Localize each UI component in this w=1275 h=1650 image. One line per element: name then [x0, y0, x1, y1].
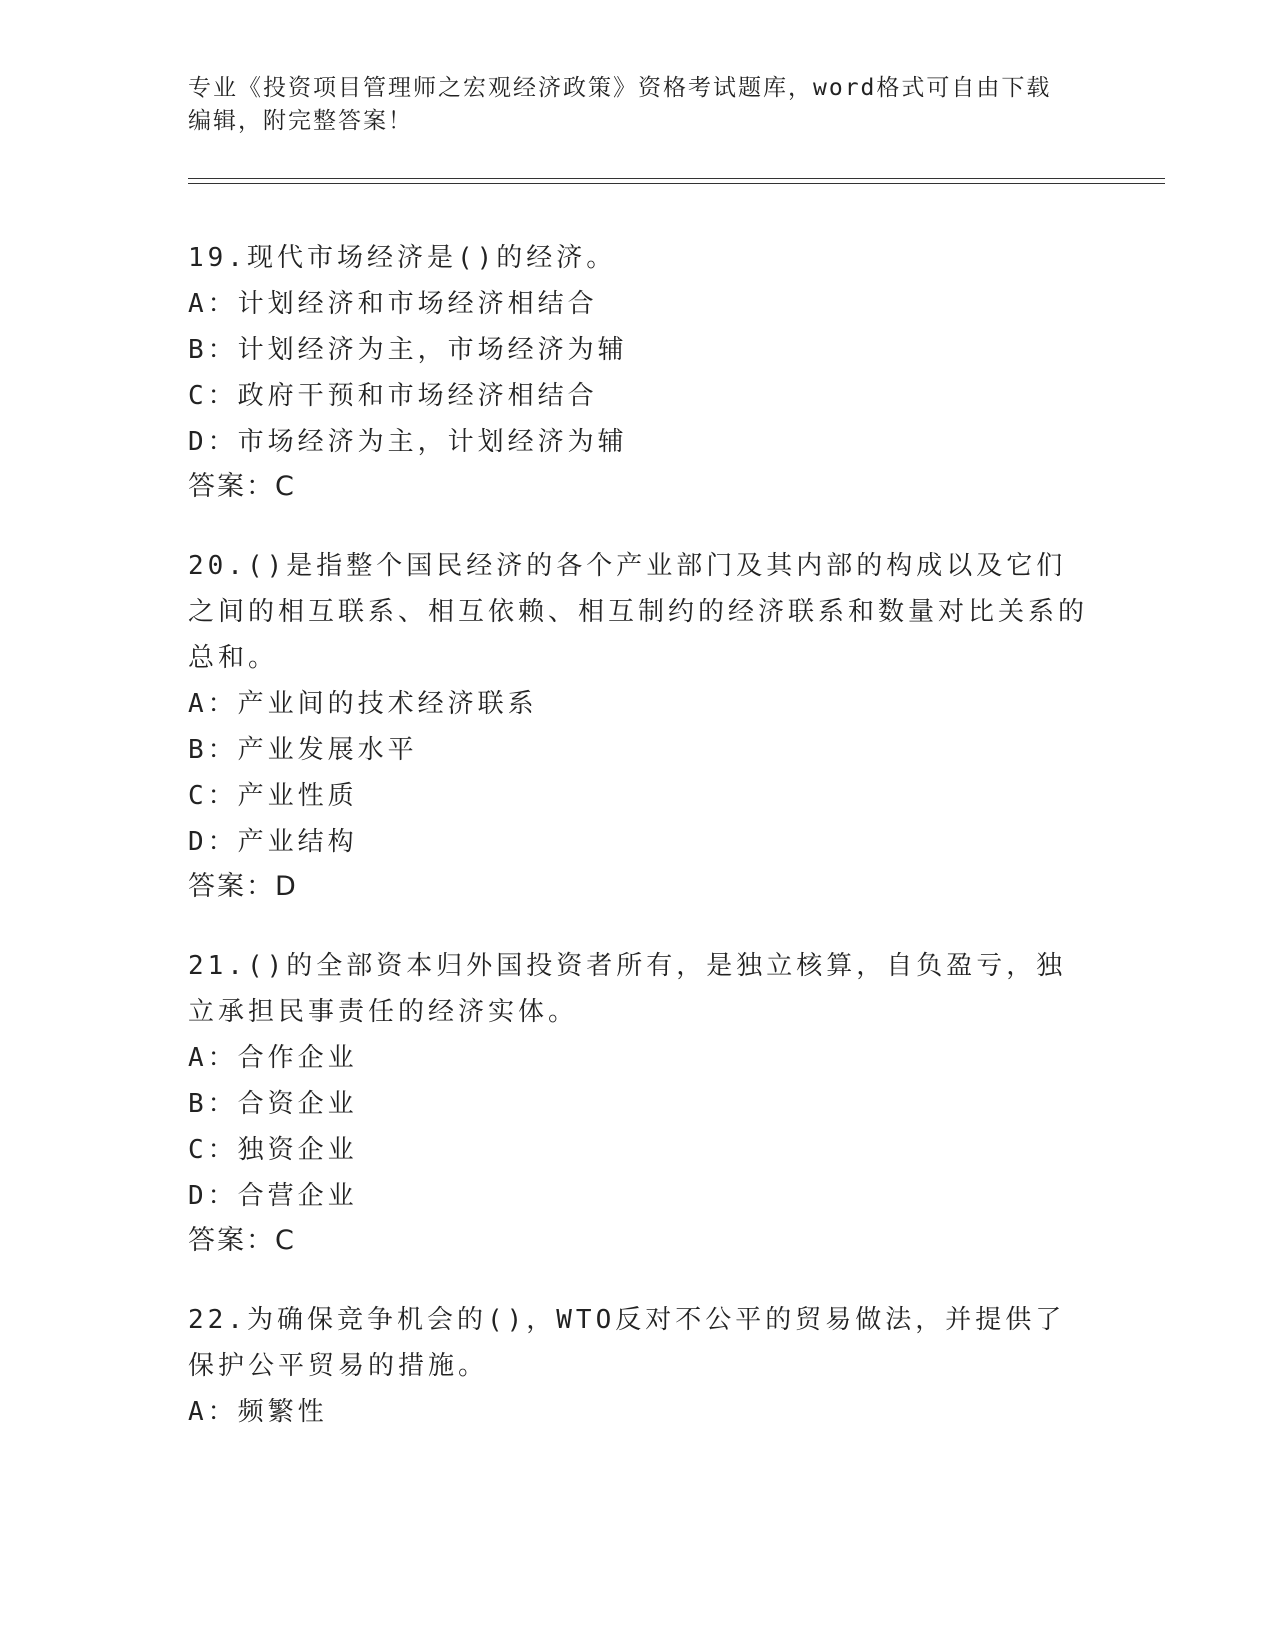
answer-line: 答案：C — [188, 1225, 296, 1256]
option-d: D：合营企业 — [188, 1181, 358, 1211]
option-b: B：合资企业 — [188, 1089, 358, 1119]
option-c: C：产业性质 — [188, 781, 358, 811]
question-stem: 22.为确保竞争机会的()，WTO反对不公平的贸易做法，并提供了保护公平贸易的措施。 — [188, 1305, 1066, 1381]
question-list — [188, 235, 1088, 1469]
option-a: A：计划经济和市场经济相结合 — [188, 289, 598, 319]
question-19 — [188, 235, 1088, 509]
option-a: A：产业间的技术经济联系 — [188, 689, 538, 719]
question-20 — [188, 543, 1088, 909]
answer-line: 答案：D — [188, 871, 298, 902]
option-b: B：产业发展水平 — [188, 735, 418, 765]
option-c: C：独资企业 — [188, 1135, 358, 1165]
option-c: C：政府干预和市场经济相结合 — [188, 381, 598, 411]
option-d: D：市场经济为主，计划经济为辅 — [188, 427, 628, 457]
option-a: A：合作企业 — [188, 1043, 358, 1073]
answer-line: 答案：C — [188, 471, 296, 502]
question-21 — [188, 943, 1088, 1263]
option-a: A：频繁性 — [188, 1397, 328, 1427]
header-rule-bottom — [188, 183, 1165, 184]
header-rule-top — [188, 178, 1165, 179]
option-d: D：产业结构 — [188, 827, 358, 857]
question-stem: 20.()是指整个国民经济的各个产业部门及其内部的构成以及它们之间的相互联系、相互依赖、相互制约的经济联系和数量对比关系的总和。 — [188, 551, 1089, 673]
question-22 — [188, 1297, 1088, 1435]
document-header: 专业《投资项目管理师之宏观经济政策》资格考试题库，word格式可自由下载编辑，附完整答案！ — [188, 75, 1052, 134]
option-b: B：计划经济为主，市场经济为辅 — [188, 335, 628, 365]
question-stem: 19.现代市场经济是()的经济。 — [188, 243, 617, 273]
question-stem: 21.()的全部资本归外国投资者所有，是独立核算，自负盈亏，独立承担民事责任的经济实体。 — [188, 951, 1067, 1027]
